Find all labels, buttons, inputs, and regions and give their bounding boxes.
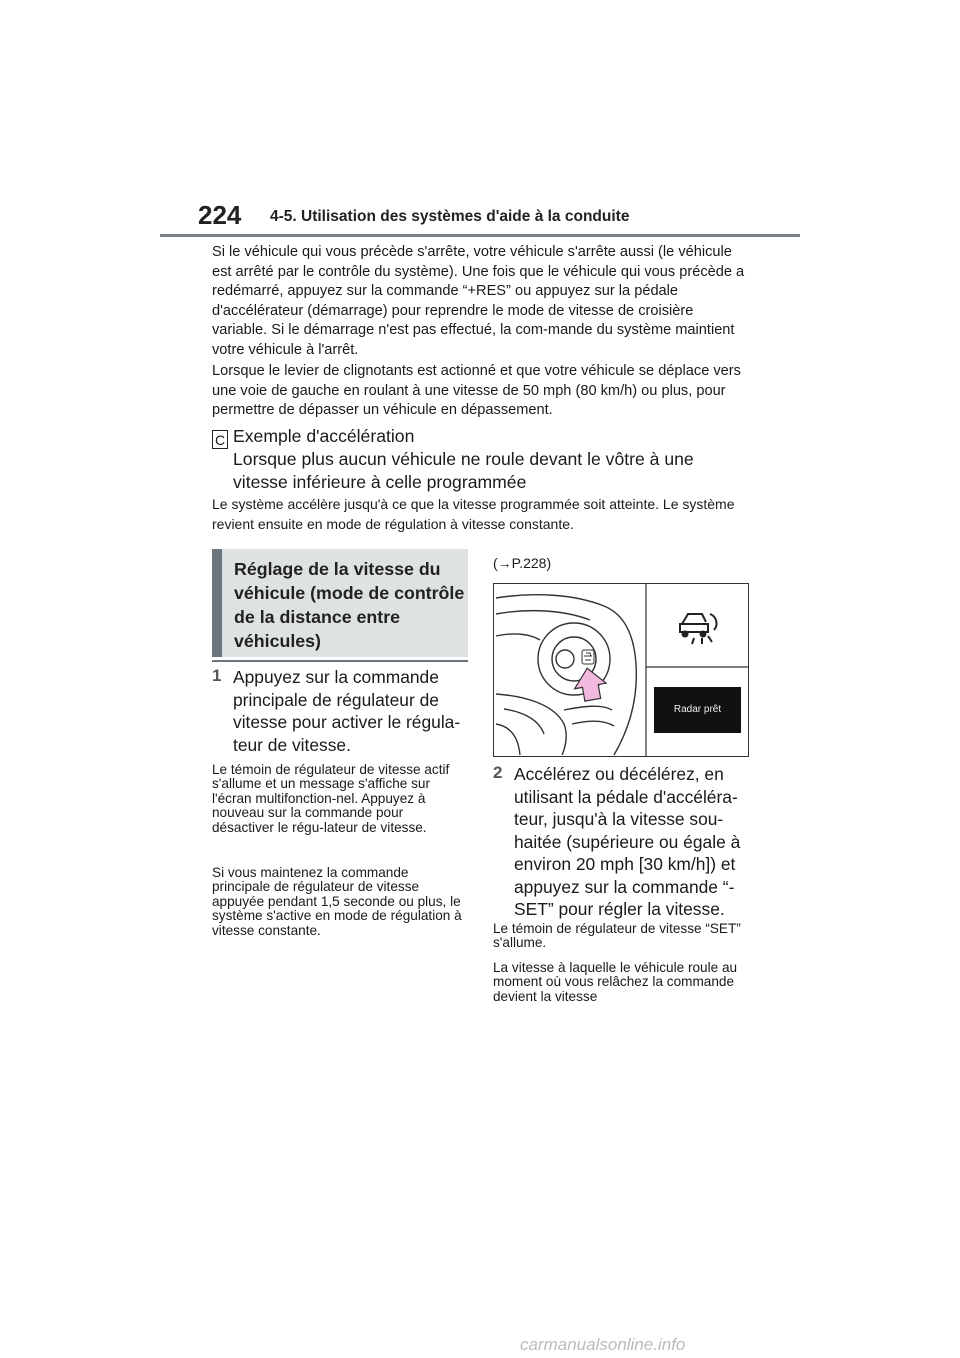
example-body: Le système accélère jusqu'à ce que la vitesse programmée soit atteinte. Le système revient ensuite en mode de régulation à vitesse constante.	[212, 496, 735, 532]
section-title: 4-5. Utilisation des systèmes d'aide à la conduite	[270, 208, 630, 225]
radar-cruise-icon	[680, 614, 717, 644]
intro-paragraph-2: Lorsque le levier de clignotants est actionné et que votre véhicule se déplace vers une voie de gauche en roulant à une vitesse de 50 mph (80 km/h) ou plus, pour permettre de dépasser un véhicule en dépassement.	[212, 363, 741, 419]
steering-wheel-illustration	[493, 583, 749, 757]
page-reference: (→P.228)	[493, 555, 552, 571]
step-1-text: Appuyez sur la commande principale de régulateur de vitesse pour activer le régula-teur de vitesse.	[233, 667, 461, 755]
example-subtitle: Lorsque plus aucun véhicule ne roule devant le vôtre à une vitesse inférieure à celle programmée	[233, 449, 694, 492]
intro-paragraph-1: Si le véhicule qui vous précède s'arrête, votre véhicule s'arrête aussi (le véhicule est arrêté par le contrôle du système). Une fois que le véhicule qui vous précède a redémarré, appuyez sur la commande “+RES” ou appuyez sur la pédale d'accélérateur (démarrage) pour reprendre le mode de vitesse de croisière variable. Si le démarrage n'est pas effectué, la com-mande du système maintient votre véhicule à l'arrêt.	[212, 244, 745, 358]
step-2-note-2: La vitesse à laquelle le véhicule roule au moment où vous relâchez la commande devient la vitesse	[493, 960, 738, 1004]
step-2-number: 2	[493, 763, 503, 782]
page-number: 224	[198, 200, 242, 230]
cruise-button	[582, 650, 594, 664]
subsection-title: Réglage de la vitesse du véhicule (mode de contrôle de la distance entre véhicules)	[234, 559, 465, 651]
example-badge: C	[212, 430, 228, 449]
step-1-note-2: Si vous maintenez la commande principale de régulateur de vitesse appuyée pendant 1,5 seconde ou plus, le système s'active en mode de régulation à vitesse constante.	[212, 865, 462, 938]
step-1-number: 1	[212, 666, 222, 685]
radar-ready-display: Radar prêt	[654, 687, 741, 733]
step-2-text: Accélérez ou décélérez, en utilisant la pédale d'accéléra-teur, jusqu'à la vitesse sou-haitée (supérieure ou égale à environ 20 mph [30 km/h]) et appuyez sur la commande “-SET” pour régler la vitesse.	[514, 764, 741, 919]
step-2-note-1: Le témoin de régulateur de vitesse “SET” s'allume.	[493, 921, 741, 951]
press-arrow-icon	[571, 665, 608, 702]
step-1-note-1: Le témoin de régulateur de vitesse actif s'allume et un message s'affiche sur l'écran multifonction-nel. Appuyez à nouveau sur la commande pour désactiver le régu-lateur de vitesse.	[212, 762, 450, 835]
subsection-rule	[212, 660, 468, 662]
header-rule	[160, 234, 800, 237]
watermark: carmanualsonline.info	[520, 1335, 686, 1354]
example-title: Exemple d'accélération	[233, 426, 415, 446]
subsection-heading	[212, 549, 468, 657]
